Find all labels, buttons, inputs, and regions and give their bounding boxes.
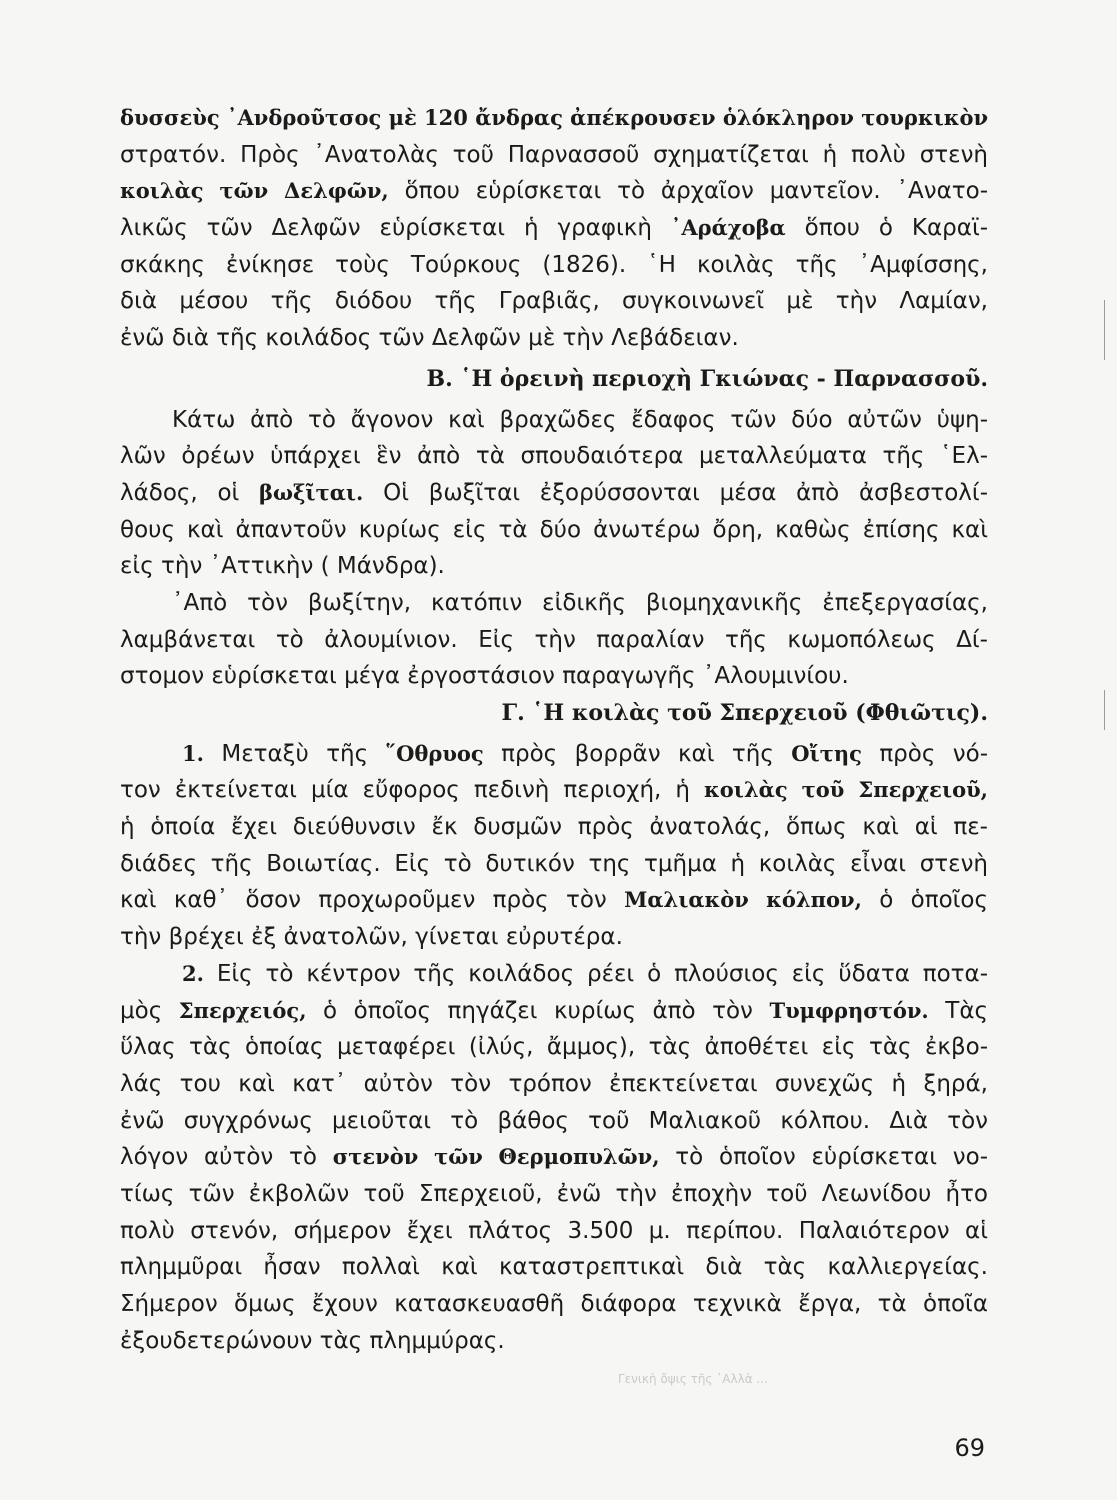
text-run: λάς του καὶ κατ᾿ αὐτὸν τὸν τρόπον ἐπεκτείνεται συνεχῶς ἡ ξηρά, xyxy=(120,1070,988,1097)
text-run: ἐνῶ συγχρόνως μειοῦται τὸ βάθος τοῦ Μαλιακοῦ κόλπου. Διὰ τὸν xyxy=(120,1107,988,1134)
scan-margin-mark xyxy=(1104,300,1105,360)
text-line xyxy=(120,919,988,956)
text-line xyxy=(120,809,988,846)
text-run: τον ἐκτείνεται μία εὔφορος πεδινὴ περιοχή, ἡ xyxy=(120,777,705,804)
text-run: λόγον αὐτὸν τὸ xyxy=(120,1144,333,1171)
text-line xyxy=(120,1286,988,1323)
text-line xyxy=(120,1029,988,1066)
text-run: Κάτω ἀπὸ τὸ ἄγονον καὶ βραχῶδες ἔδαφος τῶν δύο αὐτῶν ὑψη- xyxy=(172,406,988,433)
text-run: πλημμῦραι ἦσαν πολλαὶ καὶ καταστρεπτικαὶ διὰ τὰς καλλιεργείας. xyxy=(120,1254,988,1281)
bold-term: βωξῖται. xyxy=(259,479,364,505)
paragraph-delphi-valley xyxy=(120,100,988,357)
text-run: λικῶς τῶν Δελφῶν εὑρίσκεται ἡ γραφικὴ xyxy=(120,215,671,242)
text-run: ὁ ὁποῖος πηγάζει κυρίως ἀπὸ τὸν xyxy=(306,997,770,1024)
page-number: 69 xyxy=(954,1434,985,1462)
text-line xyxy=(120,585,988,622)
bold-term: Οἴτης xyxy=(791,740,862,766)
text-line xyxy=(120,658,988,695)
text-run: σκάκης ἐνίκησε τοὺς Τούρκους (1826). ῾Η κοιλὰς τῆς ᾿Αμφίσσης, xyxy=(120,251,988,278)
text-run: ὅπου ὁ Καραϊ- xyxy=(785,215,988,242)
text-line xyxy=(120,210,988,247)
text-line xyxy=(120,283,988,320)
text-run: λῶν ὀρέων ὑπάρχει ἓν ἀπὸ τὰ σπουδαιότερα μεταλλεύματα τῆς ῾Ελ- xyxy=(120,443,988,470)
text-line xyxy=(120,475,988,512)
text-run: ἐνῶ διὰ τῆς κοιλάδος τῶν Δελφῶν μὲ τὴν Λεβάδειαν. xyxy=(120,325,739,352)
scan-margin-mark xyxy=(1104,690,1105,730)
text-line xyxy=(120,137,988,174)
text-line xyxy=(120,548,988,585)
bold-term: στενὸν τῶν Θερμοπυλῶν, xyxy=(332,1144,660,1170)
bold-term: 2. xyxy=(182,960,204,986)
bold-term: ᾿Αράχοβα xyxy=(670,215,786,241)
paragraph-spercheios-river xyxy=(120,956,988,1360)
text-run: διὰ μέσου τῆς διόδου τῆς Γραβιᾶς, συγκοινωνεῖ μὲ τὴν Λαμίαν, xyxy=(120,288,988,315)
paragraph-spercheios-valley xyxy=(120,736,988,956)
bold-term: δυσσεὺς ᾿Ανδροῦτσος μὲ 120 ἄνδρας ἀπέκρουσεν ὁλόκληρον τουρκικὸν xyxy=(120,105,988,130)
text-line xyxy=(120,320,988,357)
text-line xyxy=(120,1103,988,1140)
text-run: πολὺ στενόν, σήμερον ἔχει πλάτος 3.500 μ. περίπου. Παλαιότερον αἱ xyxy=(120,1217,988,1244)
text-line xyxy=(120,438,988,475)
text-line xyxy=(120,100,988,137)
text-run: πρὸς βορρᾶν καὶ τῆς xyxy=(483,740,792,767)
section-heading-giona-parnassos: Β. ῾Η ὀρεινὴ περιοχὴ Γκιώνας - Παρνασσοῦ. xyxy=(426,365,988,392)
text-run: τὴν βρέχει ἐξ ἀνατολῶν, γίνεται εὐρυτέρα. xyxy=(120,924,623,951)
bold-term: ῞Οθρυος xyxy=(385,740,484,766)
text-line xyxy=(120,882,988,919)
text-line xyxy=(120,846,988,883)
text-line xyxy=(120,1213,988,1250)
text-run: ὕλας τὰς ὁποίας μεταφέρει (ἰλύς, ἄμμος), τὰς ἀποθέτει εἰς τὰς ἐκβο- xyxy=(120,1034,988,1061)
text-line xyxy=(120,622,988,659)
bold-term: Μαλιακὸν κόλπον, xyxy=(624,887,862,913)
text-line xyxy=(120,402,988,439)
text-run: Τὰς xyxy=(928,997,988,1024)
bold-term: Τυμφρηστόν. xyxy=(769,997,929,1023)
text-run: πρὸς νό- xyxy=(861,740,988,767)
text-run: στρατόν. Πρὸς ᾿Ανατολὰς τοῦ Παρνασσοῦ σχηματίζεται ἡ πολὺ στενὴ xyxy=(120,141,988,168)
bold-term: κοιλὰς τοῦ Σπερχειοῦ, xyxy=(704,777,988,803)
text-line xyxy=(120,772,988,809)
bleed-through-caption: Γενικὴ ὄψις τῆς ᾿Αλλὰ ... xyxy=(618,1372,768,1386)
text-line xyxy=(120,1066,988,1103)
text-line xyxy=(120,1176,988,1213)
text-line xyxy=(120,247,988,284)
text-run: τὸ ὁποῖον εὑρίσκεται νο- xyxy=(659,1144,988,1171)
page-body xyxy=(120,100,988,1359)
text-run: Οἱ βωξῖται ἐξορύσσονται μέσα ἀπὸ ἀσβεστολί- xyxy=(363,479,988,506)
text-run: στομον εὑρίσκεται μέγα ἐργοστάσιον παραγωγῆς ᾿Αλουμινίου. xyxy=(120,663,849,690)
text-run: εἰς τὴν ᾿Αττικὴν ( Μάνδρα). xyxy=(120,553,445,580)
text-line xyxy=(120,1139,988,1176)
text-line xyxy=(120,956,988,993)
section-heading-spercheios-valley: Γ. ῾Η κοιλὰς τοῦ Σπερχειοῦ (Φθιῶτις). xyxy=(501,700,988,726)
bold-term: κοιλὰς τῶν Δελφῶν, xyxy=(120,178,389,204)
text-run: ὁ ὁποῖος xyxy=(861,887,988,914)
paragraph-aluminium xyxy=(120,585,988,695)
text-run: ᾿Απὸ τὸν βωξίτην, κατόπιν εἰδικῆς βιομηχανικῆς ἐπεξεργασίας, xyxy=(172,589,988,616)
text-run: τίως τῶν ἐκβολῶν τοῦ Σπερχειοῦ, ἐνῶ τὴν ἐποχὴν τοῦ Λεωνίδου ἦτο xyxy=(120,1180,988,1207)
text-run: ὅπου εὑρίσκεται τὸ ἀρχαῖον μαντεῖον. ᾿Ανατο- xyxy=(388,178,988,205)
text-run: θους καὶ ἀπαντοῦν κυρίως εἰς τὰ δύο ἀνωτέρω ὄρη, καθὼς ἐπίσης καὶ xyxy=(120,516,988,543)
text-run: Εἰς τὸ κέντρον τῆς κοιλάδος ρέει ὁ πλούσιος εἰς ὕδατα ποτα- xyxy=(203,960,988,987)
text-run: μὸς xyxy=(120,997,179,1024)
text-run: λαμβάνεται τὸ ἀλουμίνιον. Εἰς τὴν παραλίαν τῆς κωμοπόλεως Δί- xyxy=(120,626,988,653)
text-run: Μεταξὺ τῆς xyxy=(203,740,386,767)
text-run: ἐξουδετερώνουν τὰς πλημμύρας. xyxy=(120,1327,505,1354)
text-line xyxy=(120,1249,988,1286)
text-run: λάδος, οἱ xyxy=(120,479,260,506)
text-line xyxy=(120,512,988,549)
text-line xyxy=(120,736,988,773)
paragraph-bauxite xyxy=(120,402,988,585)
text-line xyxy=(120,1323,988,1360)
text-line xyxy=(120,993,988,1030)
bold-term: 1. xyxy=(182,740,204,766)
text-run: διάδες τῆς Βοιωτίας. Εἰς τὸ δυτικόν της τμῆμα ἡ κοιλὰς εἶναι στενὴ xyxy=(120,850,988,877)
text-run: ἡ ὁποία ἔχει διεύθυνσιν ἔκ δυσμῶν πρὸς ἀνατολάς, ὅπως καὶ αἱ πε- xyxy=(120,814,988,841)
text-run: καὶ καθ᾿ ὅσον προχωροῦμεν πρὸς τὸν xyxy=(120,887,625,914)
text-line xyxy=(120,173,988,210)
text-run: Σήμερον ὅμως ἔχουν κατασκευασθῆ διάφορα τεχνικὰ ἔργα, τὰ ὁποῖα xyxy=(120,1291,988,1317)
bold-term: Σπερχειός, xyxy=(178,997,307,1023)
